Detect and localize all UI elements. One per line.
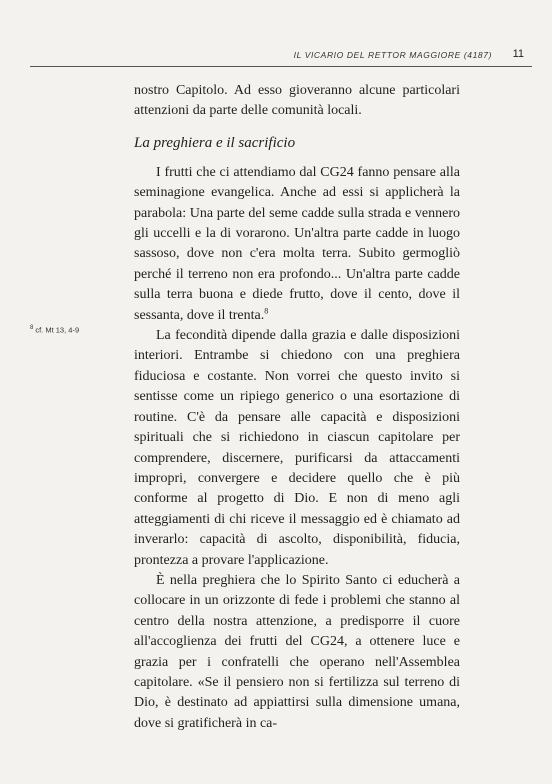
paragraph: [134, 163, 460, 326]
bleed-through-smudge: [30, 92, 120, 142]
footnote: [30, 325, 79, 335]
paragraph: La fecondità dipende dalla grazia e dalle disposizioni interiori. Entrambe si chiedono con una preghiera fiduciosa e costante. Non vorrei che questo invito si sentisse come un ripiego generico o una esortazione di routine. C'è da pensare alle capacità e disposizioni spirituali che si richiedono in ciascun capitolare per comprendere, discernere, purificarsi da attaccamenti impropri, convergere e decidere quello che è più conforme al progetto di Dio. E non di meno agli atteggiamenti di chi riceve il messaggio ed è chiamato ad inverarlo: capacità di ascolto, disponibilità, fiducia, prontezza a provare l'applicazione.: [134, 328, 460, 568]
running-header: [30, 46, 532, 67]
main-text: [134, 81, 460, 734]
paragraph-text: I frutti che ci attendiamo dal CG24 fanno pensare alla seminagione evangelica. Anche ad essi si applicherà la parabola: Una parte del seme cadde sulla strada e vennero gli uccelli e la di vorarono. Un'altra parte cadde in luogo sassoso, dove non c'era molta terra. Subito germogliò perché il terreno non era profondo... Un'altra parte cadde sulla terra buona e diede frutto, dove il cento, dove il sessanta, dove il trenta.: [134, 164, 460, 323]
footnote-mark: 8: [30, 325, 34, 331]
section-heading: La preghiera e il sacrificio: [134, 134, 296, 151]
paragraph: nostro Capitolo. Ad esso gioveranno alcune particolari attenzioni da parte delle comunità locali.: [134, 83, 460, 119]
footnote-ref: 8: [264, 306, 269, 315]
bleed-through-smudge: [30, 262, 120, 272]
page-number: 11: [512, 48, 524, 60]
paragraph: È nella preghiera che lo Spirito Santo ci educherà a collocare in un orizzonte di fede i problemi che stanno al centro della nostra attenzione, a predisporre il cuore all'accoglienza dei frutti del CG24, a ottenere luce e grazia per i confratelli che operano nell'Assemblea capitolare. «Se il pensiero non si fertilizza sul terreno di Dio, è destinato ad appiattirsi sulla dimensione umana, dove si gratificherà in ca-: [134, 572, 460, 731]
running-title: IL VICARIO DEL RETTOR MAGGIORE (4187): [293, 50, 492, 60]
footnote-text: cf. Mt 13, 4-9: [35, 325, 80, 335]
